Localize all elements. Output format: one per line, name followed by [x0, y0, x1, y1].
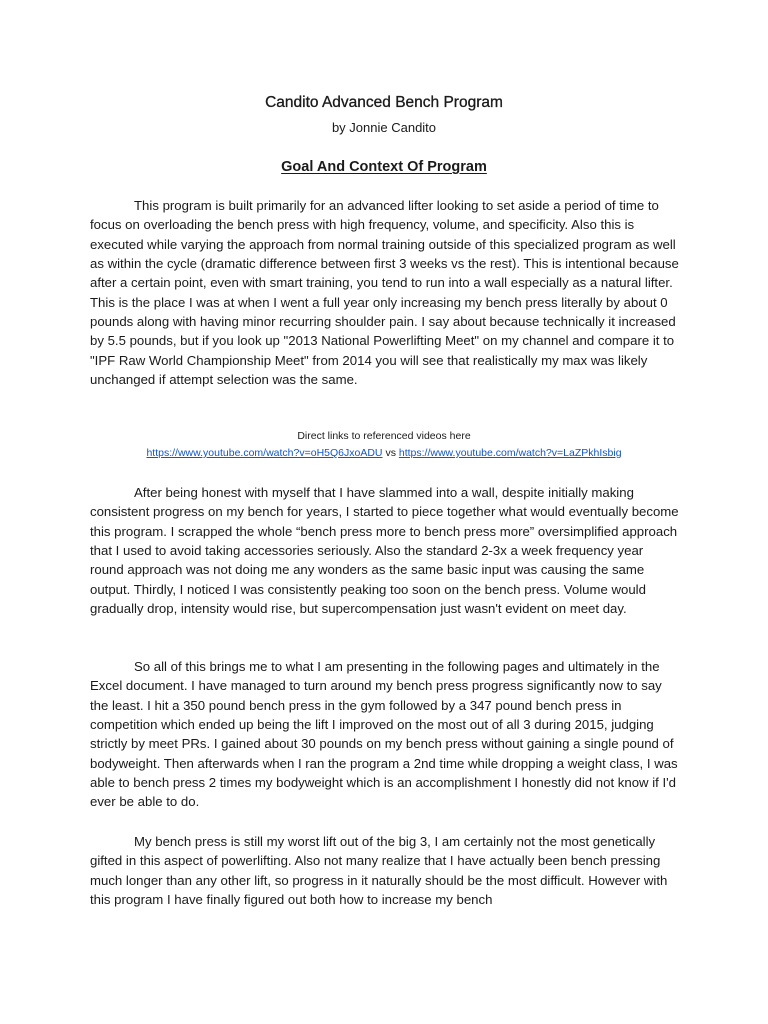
video-link-2013[interactable]: https://www.youtube.com/watch?v=oH5Q6JxoADU: [146, 447, 383, 459]
section-heading-text: Goal And Context Of Program: [281, 159, 487, 175]
document-author: by Jonnie Candito: [331, 120, 437, 135]
paragraph-wall: After being honest with myself that I have slammed into a wall, despite initially making consistent progress on my bench for years, I started to piece together what would eventually become this program. I scrapped the whole “bench press more to bench press more” oversimplified approach that I used to avoid taking accessories seriously. Also the standard 2-3x a week frequency year round approach was not doing me any wonders as the same basic input was causing the same output. Thirdly, I noticed I was consistently peaking too soon on the bench press. Volume would gradually drop, intensity would rise, but supercompensation just wasn't evident on meet day.: [90, 485, 679, 617]
paragraph-bench-weakness: My bench press is still my worst lift out of the big 3, I am certainly not the most genetically gifted in this aspect of powerlifting. Also not many realize that I have actually been bench pressing much longer than any other lift, so progress in it naturally should be the most difficult. However with this program I have finally figured out both how to increase my bench: [90, 834, 668, 908]
paragraph-results: So all of this brings me to what I am presenting in the following pages and ultimately in the Excel document. I have managed to turn around my bench press progress significantly now to say the least. I hit a 350 pound bench press in the gym followed by a 347 pound bench press in competition which ended up being the lift I improved on the most out of all 3 during 2015, judging strictly by meet PRs. I gained about 30 pounds on my bench press without gaining a single pound of bodyweight. Then afterwards when I ran the program a 2nd time while dropping a weight class, I was able to bench press 2 times my bodyweight which is an accomplishment I honestly did not know if I'd ever be able to do.: [90, 659, 678, 810]
links-separator: vs: [382, 447, 399, 459]
section-heading: [0, 157, 768, 177]
video-link-2014[interactable]: https://www.youtube.com/watch?v=LaZPkhIsbig: [398, 447, 622, 459]
paragraph-intro: This program is built primarily for an advanced lifter looking to set aside a period of time to focus on overloading the bench press with high frequency, volume, and specificity. Also this is executed while varying the approach from normal training outside of this specialized program as well as within the cycle (dramatic difference between first 3 weeks vs the rest). This is intentional because after a certain point, even with smart training, you tend to run into a wall especially as a natural lifter. This is the place I was at when I went a full year only increasing my bench press literally by about 0 pounds along with having minor recurring shoulder pain. I say about because technically it increased by 5.5 pounds, but if you look up "2013 National Powerlifting Meet" on my channel and compare it to "IPF Raw World Championship Meet" from 2014 you will see that realistically my max was likely unchanged if attempt selection was the same.: [90, 198, 679, 388]
links-caption: Direct links to referenced videos here: [297, 430, 471, 442]
document-title: Candito Advanced Bench Program: [265, 94, 503, 111]
video-links-line: [0, 446, 768, 461]
